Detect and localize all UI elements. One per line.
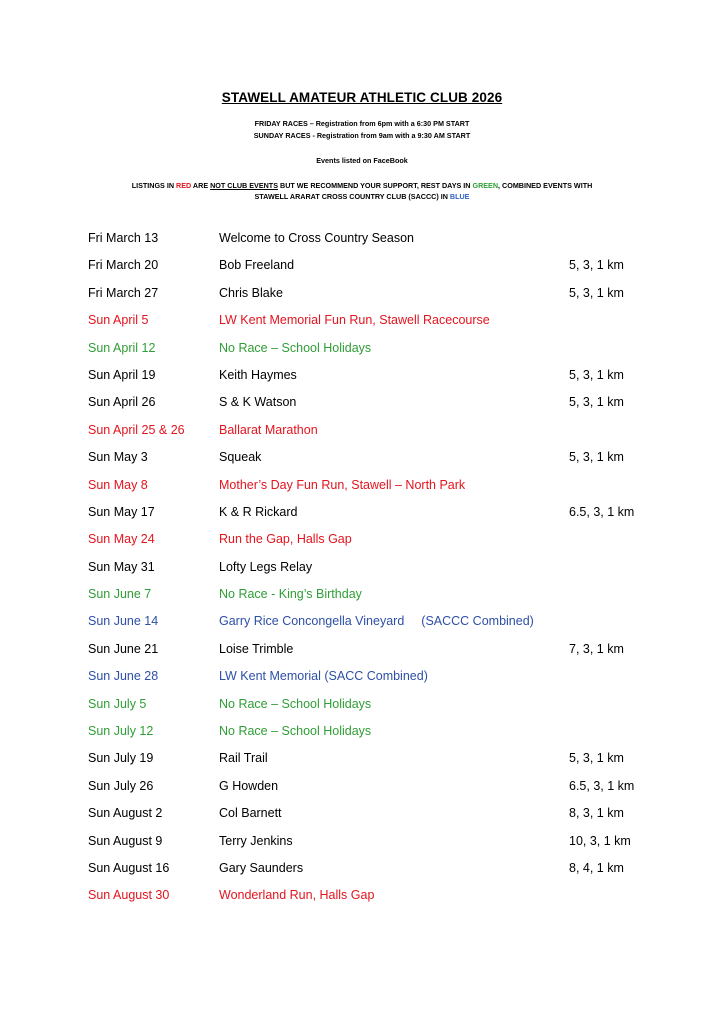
race-event-name: No Race – School Holidays [219,724,372,739]
race-event-name: Gary Saunders [219,860,304,875]
race-event [219,339,371,357]
race-date: Sun May 8 [88,477,148,492]
race-date: Sun April 25 & 26 [88,422,185,437]
race-event [219,421,318,439]
race-date: Sun July 19 [88,751,154,766]
schedule-row [0,695,724,722]
race-event-name: Ballarat Marathon [219,422,318,437]
race-event [219,832,293,850]
race-event [219,448,261,466]
schedule-row [0,722,724,749]
race-event [219,558,312,576]
race-event [219,777,278,795]
schedule-row [0,640,724,667]
schedule-row [0,886,724,913]
race-date: Sun August 16 [88,860,170,875]
schedule-row [0,612,724,639]
race-event [219,366,297,384]
race-event-name: Wonderland Run, Halls Gap [219,888,375,903]
schedule-row [0,530,724,557]
race-date: Sun June 14 [88,614,159,629]
race-distance: 6.5, 3, 1 km [569,504,635,519]
legend-green-word: GREEN [472,181,499,190]
race-date: Sun June 7 [88,587,152,602]
color-legend-line-1 [0,181,724,190]
race-distance: 5, 3, 1 km [569,751,624,766]
schedule-row [0,558,724,585]
legend-text: , COMBINED EVENTS WITH [498,181,593,190]
legend-red-word: RED [176,181,192,190]
race-event [219,256,294,274]
race-event [219,476,465,494]
race-event-name: Bob Freeland [219,258,295,273]
race-date: Sun June 28 [88,669,159,684]
race-event [219,393,296,411]
schedule-row [0,667,724,694]
race-date: Fri March 20 [88,258,159,273]
race-date: Sun July 12 [88,724,154,739]
schedule-row [0,777,724,804]
race-event [219,749,268,767]
race-date: Sun May 31 [88,559,155,574]
legend-text: LISTINGS IN [131,181,177,190]
race-date: Sun July 26 [88,778,154,793]
schedule-row [0,284,724,311]
schedule-row [0,229,724,256]
race-event-name: No Race - King’s Birthday [219,587,362,602]
race-event [219,667,428,685]
legend-text: STAWELL ARARAT CROSS COUNTRY CLUB (SACCC) IN [254,192,450,201]
schedule-row [0,448,724,475]
schedule-row [0,421,724,448]
race-date: Sun April 19 [88,367,156,382]
race-date: Sun August 30 [88,888,170,903]
race-event [219,886,374,904]
race-distance: 10, 3, 1 km [569,833,631,848]
race-event-name: Squeak [219,450,262,465]
race-distance: 5, 3, 1 km [569,258,624,273]
legend-not-club-events: NOT CLUB EVENTS [210,181,278,190]
race-event-name: G Howden [219,778,279,793]
race-event-name: Loise Trimble [219,641,294,656]
race-date: Fri March 13 [88,231,159,245]
race-event-name: No Race – School Holidays [219,340,372,355]
schedule-row [0,832,724,859]
legend-blue-word: BLUE [449,192,470,201]
schedule-row [0,366,724,393]
race-event [219,612,534,630]
race-event-name: Col Barnett [219,806,282,821]
race-date: Sun April 26 [88,395,156,410]
race-date: Sun April 5 [88,313,149,328]
race-event [219,640,293,658]
race-date: Sun May 24 [88,532,155,547]
page-title: STAWELL AMATEUR ATHLETIC CLUB 2026 [221,90,503,105]
race-combined-note: (SACCC Combined) [421,614,534,629]
race-event-name: Rail Trail [219,751,268,766]
race-event-name: LW Kent Memorial Fun Run, Stawell Racecourse [219,313,490,328]
race-distance: 6.5, 3, 1 km [569,778,635,793]
race-event [219,284,283,302]
race-event-name: Garry Rice Concongella Vineyard [219,614,405,629]
race-event-name: Welcome to Cross Country Season [219,231,414,245]
schedule-row [0,256,724,283]
race-date: Sun April 12 [88,340,156,355]
race-event [219,695,371,713]
race-distance: 7, 3, 1 km [569,641,624,656]
race-distance: 8, 4, 1 km [569,860,624,875]
race-event-name: Terry Jenkins [219,833,293,848]
race-event-name: Mother’s Day Fun Run, Stawell – North Park [219,477,466,492]
race-event [219,229,414,247]
race-event [219,859,303,877]
race-schedule [0,229,724,914]
race-event [219,722,371,740]
legend-text: ARE [191,181,211,190]
race-event [219,585,362,603]
race-distance: 8, 3, 1 km [569,806,624,821]
race-event-name: S & K Watson [219,395,297,410]
race-event-name: Lofty Legs Relay [219,559,313,574]
color-legend-line-2 [0,192,724,201]
sunday-races-info: SUNDAY RACES - Registration from 9am with a 9:30 AM START [253,131,471,140]
schedule-row [0,503,724,530]
facebook-note: Events listed on FaceBook [316,156,408,165]
race-event-name: Run the Gap, Halls Gap [219,532,352,547]
race-distance: 5, 3, 1 km [569,367,624,382]
race-event-name: Keith Haymes [219,367,297,382]
race-event-name: No Race – School Holidays [219,696,372,711]
race-distance: 5, 3, 1 km [569,395,624,410]
race-event [219,530,352,548]
schedule-row [0,749,724,776]
schedule-row [0,859,724,886]
race-date: Sun August 9 [88,833,163,848]
legend-text: BUT WE RECOMMEND YOUR SUPPORT, REST DAYS IN [278,181,473,190]
race-distance: 5, 3, 1 km [569,285,624,300]
schedule-row [0,476,724,503]
schedule-row [0,585,724,612]
schedule-row [0,311,724,338]
race-date: Sun August 2 [88,806,163,821]
race-date: Sun May 17 [88,504,155,519]
race-event-name: LW Kent Memorial (SACC Combined) [219,669,428,684]
race-distance: 5, 3, 1 km [569,450,624,465]
race-event [219,503,298,521]
race-date: Fri March 27 [88,285,159,300]
race-date: Sun June 21 [88,641,159,656]
schedule-row [0,804,724,831]
race-event [219,804,282,822]
schedule-row [0,339,724,366]
race-event-name: Chris Blake [219,285,283,300]
race-date: Sun May 3 [88,450,148,465]
race-event [219,311,490,329]
race-event-name: K & R Rickard [219,504,298,519]
friday-races-info: FRIDAY RACES – Registration from 6pm with a 6:30 PM START [254,119,470,128]
schedule-row [0,393,724,420]
race-date: Sun July 5 [88,696,147,711]
